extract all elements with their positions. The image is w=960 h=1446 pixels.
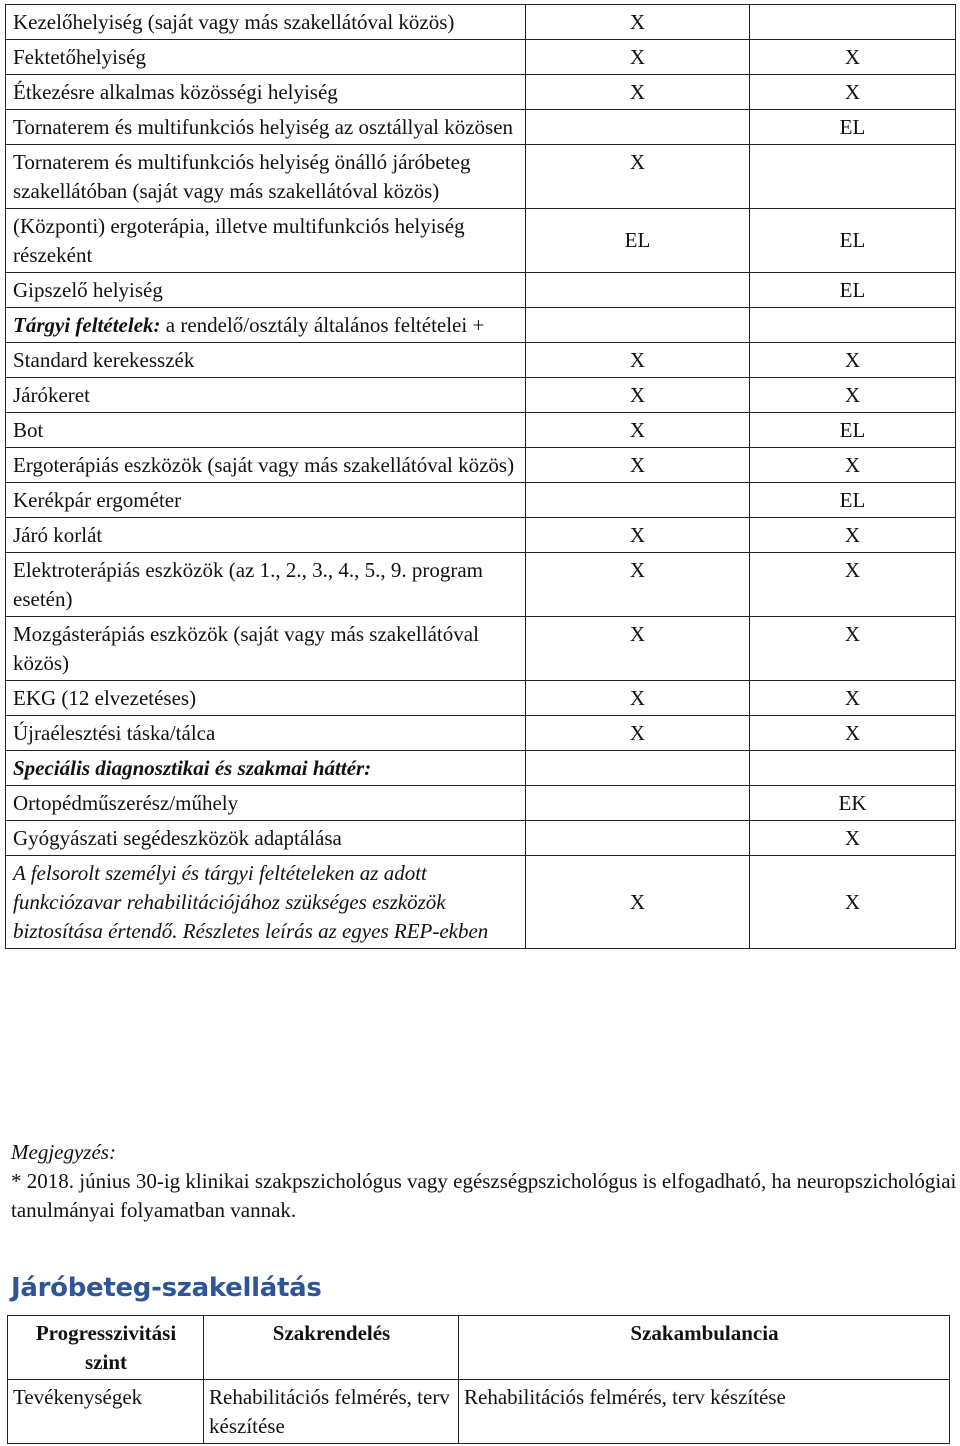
requirement-label: Speciális diagnosztikai és szakmai háttér: — [6, 751, 526, 786]
outpatient-table — [7, 1315, 950, 1444]
table-row — [6, 483, 956, 518]
requirement-mark-1: X — [526, 617, 750, 681]
requirement-mark-1: EL — [526, 209, 750, 273]
table-row — [6, 681, 956, 716]
requirement-mark-1: X — [526, 413, 750, 448]
requirement-mark-2: X — [750, 821, 956, 856]
requirement-mark-1: X — [526, 553, 750, 617]
table-row — [6, 209, 956, 273]
requirement-mark-1: X — [526, 40, 750, 75]
requirement-mark-1: X — [526, 343, 750, 378]
requirement-label: Gyógyászati segédeszközök adaptálása — [6, 821, 526, 856]
requirement-label: Bot — [6, 413, 526, 448]
requirement-label: Ortopédműszerész/műhely — [6, 786, 526, 821]
requirement-mark-2 — [750, 145, 956, 209]
table-row — [6, 40, 956, 75]
requirement-mark-1 — [526, 110, 750, 145]
requirement-label: EKG (12 elvezetéses) — [6, 681, 526, 716]
requirement-mark-2: X — [750, 343, 956, 378]
requirement-mark-1: X — [526, 856, 750, 949]
section-heading: Járóbeteg-szakellátás — [11, 1273, 322, 1303]
requirement-mark-1: X — [526, 681, 750, 716]
table-row — [6, 145, 956, 209]
table-row — [6, 5, 956, 40]
table-row — [6, 553, 956, 617]
requirement-label: Standard kerekesszék — [6, 343, 526, 378]
requirement-mark-2: EL — [750, 209, 956, 273]
requirement-mark-2: X — [750, 448, 956, 483]
table-row — [6, 343, 956, 378]
requirement-mark-1: X — [526, 145, 750, 209]
requirement-label: Gipszelő helyiség — [6, 273, 526, 308]
requirement-mark-2: EL — [750, 273, 956, 308]
requirement-label: Fektetőhelyiség — [6, 40, 526, 75]
outpatient-header-row — [8, 1316, 950, 1380]
table-row — [6, 821, 956, 856]
table-row — [6, 856, 956, 949]
requirement-label: (Központi) ergoterápia, illetve multifunkciós helyiség részeként — [6, 209, 526, 273]
footnote — [11, 1138, 960, 1225]
requirement-label: Járókeret — [6, 378, 526, 413]
header-specialist-clinic: Szakrendelés — [204, 1316, 459, 1380]
requirement-mark-1 — [526, 786, 750, 821]
requirement-mark-2: EK — [750, 786, 956, 821]
requirement-label: Mozgásterápiás eszközök (saját vagy más szakellátóval közös) — [6, 617, 526, 681]
requirement-mark-1 — [526, 308, 750, 343]
header-specialist-outpatient: Szakambulancia — [459, 1316, 950, 1380]
table-row — [6, 75, 956, 110]
requirements-table-body — [6, 5, 956, 949]
requirement-mark-2: X — [750, 40, 956, 75]
requirement-mark-2: X — [750, 378, 956, 413]
table-row — [6, 617, 956, 681]
requirement-mark-1: X — [526, 378, 750, 413]
table-row — [6, 110, 956, 145]
requirement-mark-2: X — [750, 553, 956, 617]
requirement-mark-1 — [526, 751, 750, 786]
requirement-mark-1: X — [526, 716, 750, 751]
requirement-mark-1: X — [526, 448, 750, 483]
header-progression-level: Progresszivitási szint — [8, 1316, 204, 1380]
requirement-label: Kerékpár ergométer — [6, 483, 526, 518]
requirement-mark-2: X — [750, 856, 956, 949]
table-row — [6, 378, 956, 413]
requirement-mark-1 — [526, 821, 750, 856]
requirement-mark-2: EL — [750, 413, 956, 448]
requirement-label: Elektroterápiás eszközök (az 1., 2., 3., 4., 5., 9. program esetén) — [6, 553, 526, 617]
section-label: Tárgyi feltételek: — [13, 313, 161, 337]
row-label: Tevékenységek — [8, 1380, 204, 1444]
requirement-label: Tornaterem és multifunkciós helyiség az osztállyal közösen — [6, 110, 526, 145]
requirement-mark-1 — [526, 483, 750, 518]
table-row — [6, 751, 956, 786]
requirement-mark-2 — [750, 5, 956, 40]
requirements-table — [5, 4, 956, 949]
table-row — [6, 273, 956, 308]
requirement-label — [6, 308, 526, 343]
requirement-mark-2: X — [750, 681, 956, 716]
table-row — [6, 413, 956, 448]
requirement-label: Újraélesztési táska/tálca — [6, 716, 526, 751]
requirement-mark-2 — [750, 751, 956, 786]
requirement-mark-1: X — [526, 518, 750, 553]
requirement-mark-1: X — [526, 5, 750, 40]
row-cell: Rehabilitációs felmérés, terv készítése — [459, 1380, 950, 1444]
table-row — [6, 448, 956, 483]
requirement-mark-2 — [750, 308, 956, 343]
requirement-mark-2: X — [750, 518, 956, 553]
outpatient-row — [8, 1380, 950, 1444]
section-label-rest: a rendelő/osztály általános feltételei + — [160, 313, 485, 337]
row-cell: Rehabilitációs felmérés, terv készítése — [204, 1380, 459, 1444]
footnote-label: Megjegyzés: — [11, 1140, 116, 1164]
requirement-label: Ergoterápiás eszközök (saját vagy más szakellátóval közös) — [6, 448, 526, 483]
requirement-mark-2: X — [750, 75, 956, 110]
requirement-mark-2: X — [750, 617, 956, 681]
requirement-mark-1: X — [526, 75, 750, 110]
table-row — [6, 308, 956, 343]
requirement-label: Járó korlát — [6, 518, 526, 553]
footnote-text: * 2018. június 30-ig klinikai szakpszichológus vagy egészségpszichológus is elfogadható, ha neuropszichológiai tanulmányai folyamatban vannak. — [11, 1169, 957, 1222]
table-row — [6, 716, 956, 751]
requirement-mark-1 — [526, 273, 750, 308]
requirement-mark-2: EL — [750, 483, 956, 518]
requirement-mark-2: X — [750, 716, 956, 751]
requirement-label: Étkezésre alkalmas közösségi helyiség — [6, 75, 526, 110]
requirement-label: A felsorolt személyi és tárgyi feltételeken az adott funkciózavar rehabilitációjához szükséges eszközök biztosítása értendő. Részletes leírás az egyes REP-ekben — [6, 856, 526, 949]
table-row — [6, 518, 956, 553]
requirement-mark-2: EL — [750, 110, 956, 145]
table-row — [6, 786, 956, 821]
requirement-label: Kezelőhelyiség (saját vagy más szakellátóval közös) — [6, 5, 526, 40]
requirement-label: Tornaterem és multifunkciós helyiség önálló járóbeteg szakellátóban (saját vagy más szakellátóval közös) — [6, 145, 526, 209]
